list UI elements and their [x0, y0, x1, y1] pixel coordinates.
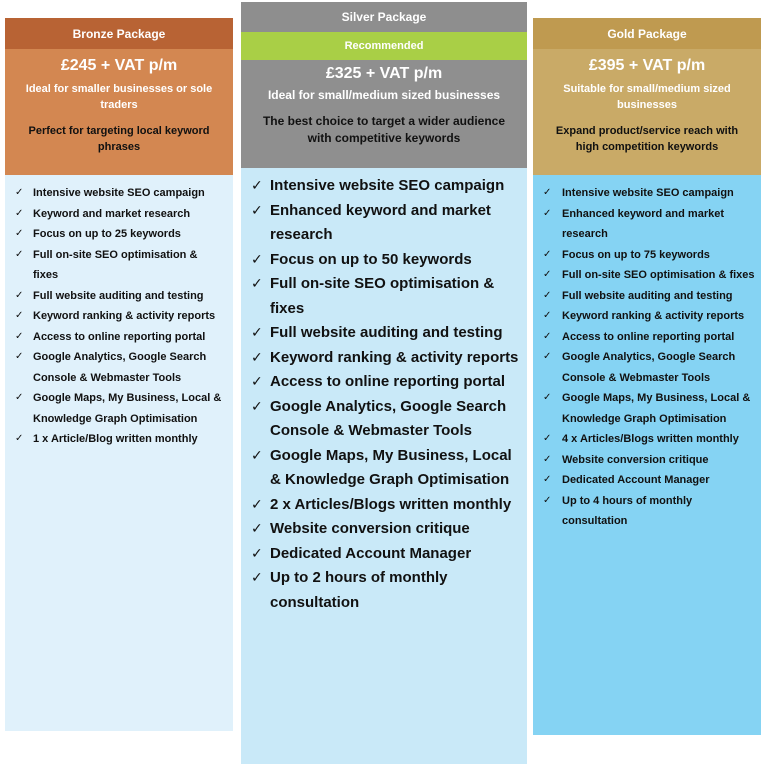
- feature-text: Full website auditing and testing: [270, 324, 503, 341]
- checkmark-icon: ✓: [251, 447, 263, 464]
- feature-item: [543, 347, 755, 388]
- feature-item: [15, 286, 223, 307]
- bronze-feature-list: [15, 183, 223, 450]
- feature-text: Full website auditing and testing: [33, 289, 204, 302]
- feature-text: Focus on up to 50 keywords: [270, 250, 472, 268]
- feature-text: Dedicated Account Manager: [270, 544, 472, 562]
- checkmark-icon: ✓: [251, 349, 263, 366]
- feature-text: Keyword and market research: [33, 207, 191, 220]
- feature-item: [251, 566, 521, 615]
- feature-text: Full on-site SEO optimisation & fixes: [562, 269, 755, 281]
- checkmark-icon: ✓: [543, 433, 552, 444]
- checkmark-icon: ✓: [251, 496, 263, 513]
- checkmark-icon: ✓: [251, 276, 263, 292]
- checkmark-icon: ✓: [543, 453, 552, 465]
- checkmark-icon: ✓: [15, 228, 24, 239]
- checkmark-icon: ✓: [251, 374, 263, 390]
- checkmark-icon: ✓: [543, 474, 552, 485]
- feature-text: 2 x Articles/Blogs written monthly: [270, 495, 512, 513]
- feature-item: [15, 306, 223, 327]
- feature-text: Google Maps, My Business, Local & Knowledge Graph Optimisation: [33, 392, 222, 425]
- feature-item: [15, 204, 223, 225]
- feature-item: [251, 346, 521, 371]
- feature-text: Google Maps, My Business, Local & Knowledge Graph Optimisation: [562, 392, 751, 425]
- recommended-badge: Recommended: [241, 32, 527, 60]
- feature-item: [543, 306, 755, 327]
- feature-text: Access to online reporting portal: [270, 373, 506, 390]
- feature-item: [543, 388, 755, 429]
- feature-item: [251, 517, 521, 542]
- feature-text: Enhanced keyword and market research: [562, 207, 724, 240]
- silver-tagline: The best choice to target a wider audience with competitive keywords: [262, 114, 506, 145]
- silver-feature-list: [251, 174, 521, 615]
- feature-item: [251, 493, 521, 518]
- feature-item: [543, 429, 755, 450]
- feature-text: Focus on up to 75 keywords: [562, 248, 710, 261]
- checkmark-icon: ✓: [15, 392, 24, 403]
- feature-item: [543, 183, 755, 204]
- checkmark-icon: ✓: [543, 269, 552, 280]
- gold-price: £395 + VAT p/m: [588, 57, 706, 74]
- checkmark-icon: ✓: [543, 310, 552, 321]
- feature-text: Intensive website SEO campaign: [33, 187, 205, 199]
- checkmark-icon: ✓: [251, 178, 263, 194]
- feature-item: [15, 224, 223, 245]
- feature-item: [543, 286, 755, 307]
- feature-item: [543, 450, 755, 471]
- feature-item: [251, 542, 521, 567]
- feature-text: Google Analytics, Google Search Console & Webmaster Tools: [562, 351, 736, 384]
- feature-item: [15, 347, 223, 388]
- checkmark-icon: ✓: [543, 207, 552, 219]
- feature-item: [251, 199, 521, 248]
- feature-text: Google Analytics, Google Search Console & Webmaster Tools: [270, 397, 507, 439]
- feature-text: Full on-site SEO optimisation & fixes: [270, 275, 495, 317]
- checkmark-icon: ✓: [15, 207, 24, 219]
- feature-text: Google Analytics, Google Search Console & Webmaster Tools: [33, 351, 207, 384]
- feature-text: Keyword ranking & activity reports: [562, 310, 745, 322]
- feature-text: 1 x Article/Blog written monthly: [33, 433, 198, 445]
- checkmark-icon: ✓: [251, 521, 263, 537]
- silver-features-panel: [241, 168, 527, 764]
- checkmark-icon: ✓: [251, 545, 263, 562]
- gold-features-panel: [533, 175, 761, 735]
- feature-text: Intensive website SEO campaign: [562, 187, 734, 199]
- checkmark-icon: ✓: [15, 330, 24, 342]
- feature-item: [543, 470, 755, 491]
- checkmark-icon: ✓: [543, 187, 552, 198]
- checkmark-icon: ✓: [543, 494, 552, 506]
- checkmark-icon: ✓: [15, 310, 24, 321]
- checkmark-icon: ✓: [543, 351, 552, 362]
- feature-item: [15, 245, 223, 286]
- feature-text: Up to 4 hours of monthly consultation: [562, 494, 693, 527]
- feature-text: Dedicated Account Manager: [562, 474, 710, 486]
- checkmark-icon: ✓: [543, 248, 552, 260]
- checkmark-icon: ✓: [15, 351, 24, 362]
- gold-tagline: Expand product/service reach with high competition keywords: [555, 125, 739, 153]
- feature-text: Google Maps, My Business, Local & Knowledge Graph Optimisation: [270, 446, 512, 488]
- feature-item: [15, 429, 223, 450]
- bronze-features-panel: [5, 175, 233, 731]
- gold-subtitle: Suitable for small/medium sized businesses: [563, 83, 731, 111]
- feature-item: [543, 245, 755, 266]
- feature-item: [543, 265, 755, 286]
- bronze-subtitle: Ideal for smaller businesses or sole traders: [25, 83, 213, 111]
- feature-text: Intensive website SEO campaign: [270, 177, 505, 194]
- feature-item: [251, 248, 521, 273]
- feature-text: Focus on up to 25 keywords: [33, 228, 181, 240]
- feature-item: [543, 204, 755, 245]
- feature-item: [251, 395, 521, 444]
- checkmark-icon: ✓: [15, 433, 24, 444]
- checkmark-icon: ✓: [251, 202, 263, 219]
- silver-package-title: Silver Package: [241, 2, 527, 32]
- checkmark-icon: ✓: [543, 289, 552, 301]
- feature-text: Access to online reporting portal: [33, 330, 206, 343]
- checkmark-icon: ✓: [251, 251, 263, 268]
- checkmark-icon: ✓: [251, 398, 263, 415]
- feature-item: [543, 327, 755, 348]
- bronze-package-header: [5, 49, 233, 190]
- feature-text: 4 x Articles/Blogs written monthly: [562, 433, 739, 445]
- feature-item: [543, 491, 755, 532]
- checkmark-icon: ✓: [251, 325, 263, 341]
- feature-text: Enhanced keyword and market research: [270, 201, 491, 243]
- feature-item: [251, 272, 521, 321]
- bronze-tagline: Perfect for targeting local keyword phrases: [28, 125, 210, 153]
- silver-subtitle: Ideal for small/medium sized businesses: [267, 88, 501, 102]
- feature-text: Full website auditing and testing: [562, 289, 733, 302]
- silver-price: £325 + VAT p/m: [325, 65, 443, 82]
- silver-package-header: [241, 60, 527, 168]
- feature-text: Full on-site SEO optimisation & fixes: [33, 248, 198, 281]
- feature-item: [251, 321, 521, 346]
- checkmark-icon: ✓: [543, 392, 552, 403]
- gold-package-title: Gold Package: [533, 18, 761, 49]
- feature-text: Up to 2 hours of monthly consultation: [270, 569, 448, 611]
- feature-text: Website conversion critique: [270, 520, 470, 537]
- feature-text: Keyword ranking & activity reports: [33, 310, 216, 322]
- feature-item: [15, 183, 223, 204]
- feature-item: [15, 388, 223, 429]
- checkmark-icon: ✓: [543, 330, 552, 342]
- checkmark-icon: ✓: [251, 570, 263, 586]
- feature-item: [251, 370, 521, 395]
- feature-text: Keyword ranking & activity reports: [270, 348, 519, 366]
- feature-text: Website conversion critique: [562, 453, 709, 466]
- feature-item: [251, 444, 521, 493]
- feature-text: Access to online reporting portal: [562, 330, 735, 343]
- checkmark-icon: ✓: [15, 187, 24, 198]
- checkmark-icon: ✓: [15, 289, 24, 301]
- gold-package-header: [533, 49, 761, 190]
- feature-item: [15, 327, 223, 348]
- checkmark-icon: ✓: [15, 248, 24, 260]
- bronze-package-title: Bronze Package: [5, 18, 233, 49]
- feature-item: [251, 174, 521, 199]
- gold-feature-list: [543, 183, 755, 532]
- bronze-price: £245 + VAT p/m: [60, 57, 178, 74]
